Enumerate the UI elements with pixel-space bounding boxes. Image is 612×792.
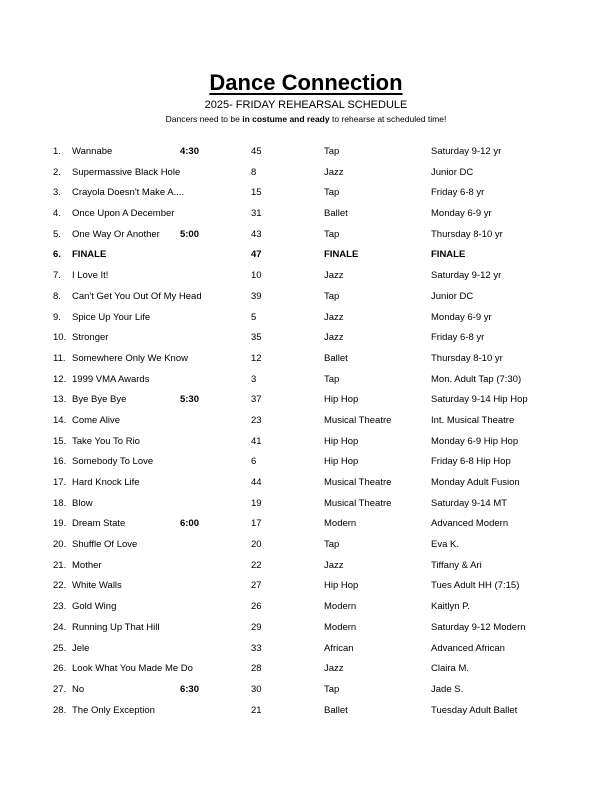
routine-number: 29	[251, 621, 262, 633]
row-number: 3.	[53, 187, 61, 199]
row-number: 22.	[53, 580, 67, 592]
routine-number: 35	[251, 332, 262, 344]
dance-style: Jazz	[324, 332, 344, 344]
class-name: Friday 6-8 Hip Hop	[431, 456, 511, 468]
class-name: Jade S.	[431, 683, 464, 695]
routine-number: 12	[251, 352, 262, 364]
routine-title: Wannabe	[72, 146, 113, 157]
routine-number: 21	[251, 704, 262, 716]
routine-number: 27	[251, 580, 262, 592]
routine-title: No	[72, 683, 85, 695]
dance-style: Jazz	[324, 663, 344, 675]
class-name: Monday 6-9 yr	[431, 208, 492, 220]
schedule-row	[0, 560, 612, 581]
class-name: Friday 6-8 yr	[431, 187, 485, 199]
routine-title: Spice Up Your Life	[72, 311, 151, 323]
routine-number: 37	[251, 394, 262, 406]
schedule-row	[0, 643, 612, 664]
start-time: 4:30	[179, 146, 199, 157]
schedule-row	[0, 167, 612, 188]
schedule-row	[0, 518, 612, 539]
row-number: 28.	[53, 704, 67, 716]
dance-style: Tap	[324, 228, 340, 240]
schedule-row	[0, 498, 612, 519]
schedule-row	[0, 705, 612, 726]
start-time: 6:30	[179, 683, 199, 695]
routine-number: 45	[251, 146, 262, 157]
routine-title: Dream State	[72, 518, 126, 530]
routine-number: 30	[251, 683, 262, 695]
schedule-subtitle: 2025- FRIDAY REHEARSAL SCHEDULE	[204, 99, 408, 111]
routine-title: Somewhere Only We Know	[72, 352, 188, 364]
class-name: Advanced African	[431, 642, 505, 654]
routine-title: 1999 VMA Awards	[72, 373, 150, 385]
row-number: 21.	[53, 559, 67, 571]
routine-title: Gold Wing	[72, 601, 117, 613]
dance-style: Modern	[324, 601, 357, 613]
schedule-row	[0, 353, 612, 374]
routine-title: Hard Knock Life	[72, 477, 140, 488]
dance-style: Modern	[324, 621, 357, 633]
routine-title: Take You To Rio	[72, 435, 140, 447]
row-number: 26.	[53, 663, 67, 675]
schedule-row	[0, 229, 612, 250]
routine-title: Somebody To Love	[72, 456, 154, 468]
routine-title: FINALE	[72, 249, 107, 261]
row-number: 6.	[53, 249, 61, 261]
row-number: 17.	[53, 477, 67, 488]
routine-number: 33	[251, 642, 262, 654]
class-name: Tues Adult HH (7:15)	[431, 580, 520, 592]
note-suffix: to rehearse at scheduled time!	[329, 114, 447, 124]
row-number: 4.	[53, 208, 61, 220]
schedule-row	[0, 622, 612, 643]
class-name: Mon. Adult Tap (7:30)	[431, 373, 522, 385]
row-number: 19.	[53, 518, 67, 530]
row-number: 5.	[53, 228, 61, 240]
row-number: 24.	[53, 621, 67, 633]
class-name: Int. Musical Theatre	[431, 414, 515, 426]
class-name: Advanced Modern	[431, 518, 509, 530]
dance-style: Ballet	[324, 352, 348, 364]
class-name: Eva K.	[431, 539, 459, 551]
dance-style: Tap	[324, 146, 340, 157]
dance-style: Jazz	[324, 559, 344, 571]
routine-title: Once Upon A December	[72, 208, 175, 220]
routine-title: One Way Or Another	[72, 228, 160, 240]
schedule-list	[0, 146, 612, 725]
schedule-row	[0, 580, 612, 601]
schedule-row	[0, 187, 612, 208]
routine-title: Come Alive	[72, 414, 121, 426]
document-header	[0, 70, 612, 125]
dance-style: Tap	[324, 683, 340, 695]
schedule-row	[0, 291, 612, 312]
start-time: 5:00	[179, 228, 199, 240]
class-name: Saturday 9-14 Hip Hop	[431, 394, 528, 406]
class-name: Saturday 9-12 yr	[431, 270, 502, 282]
routine-title: Crayola Doesn't Make A....	[72, 187, 185, 199]
routine-number: 20	[251, 539, 262, 551]
row-number: 7.	[53, 270, 61, 282]
row-number: 23.	[53, 601, 67, 613]
routine-number: 19	[251, 497, 262, 509]
row-number: 9.	[53, 311, 61, 323]
start-time: 6:00	[179, 518, 199, 530]
schedule-row	[0, 312, 612, 333]
row-number: 14.	[53, 414, 67, 426]
routine-number: 5	[251, 311, 257, 323]
class-name: Monday 6-9 Hip Hop	[431, 435, 519, 447]
row-number: 8.	[53, 290, 61, 302]
row-number: 1.	[53, 146, 61, 157]
routine-number: 8	[251, 166, 257, 178]
class-name: Kaitlyn P.	[431, 601, 470, 613]
routine-number: 15	[251, 187, 262, 199]
routine-title: I Love It!	[72, 270, 109, 282]
costume-note	[0, 114, 612, 125]
class-name: Thursday 8-10 yr	[431, 228, 503, 240]
routine-title: Can't Get You Out Of My Head	[72, 290, 202, 302]
dance-style: Jazz	[324, 311, 344, 323]
class-name: Saturday 9-12 Modern	[431, 621, 526, 633]
schedule-row	[0, 663, 612, 684]
dance-style: African	[324, 642, 354, 654]
schedule-row	[0, 146, 612, 167]
schedule-row	[0, 436, 612, 457]
routine-title: Jele	[72, 642, 90, 654]
routine-title: White Walls	[72, 580, 122, 592]
row-number: 2.	[53, 166, 61, 178]
class-name: Monday Adult Fusion	[431, 477, 520, 488]
row-number: 10.	[53, 332, 67, 344]
schedule-row	[0, 415, 612, 436]
schedule-row	[0, 270, 612, 291]
routine-number: 43	[251, 228, 262, 240]
schedule-row	[0, 539, 612, 560]
routine-title: Shuffle Of Love	[72, 539, 138, 551]
routine-number: 3	[251, 373, 257, 385]
schedule-row	[0, 601, 612, 622]
schedule-row	[0, 394, 612, 415]
dance-style: Hip Hop	[324, 580, 359, 592]
class-name: Saturday 9-12 yr	[431, 146, 502, 157]
note-prefix: Dancers need to be	[165, 114, 243, 124]
routine-title: Blow	[72, 497, 93, 509]
dance-style: Ballet	[324, 208, 348, 220]
schedule-row	[0, 456, 612, 477]
class-name: Junior DC	[431, 290, 474, 302]
class-name: Tiffany & Ari	[431, 559, 482, 571]
dance-style: Hip Hop	[324, 456, 359, 468]
routine-number: 17	[251, 518, 262, 530]
routine-number: 26	[251, 601, 262, 613]
dance-style: Tap	[324, 539, 340, 551]
routine-title: Stronger	[72, 332, 109, 344]
schedule-row	[0, 684, 612, 705]
dance-style: Musical Theatre	[324, 414, 392, 426]
routine-number: 22	[251, 559, 262, 571]
dance-style: Hip Hop	[324, 435, 359, 447]
note-emphasis: in costume and ready	[242, 114, 330, 124]
routine-number: 41	[251, 435, 262, 447]
routine-number: 31	[251, 208, 262, 220]
class-name: Thursday 8-10 yr	[431, 352, 503, 364]
schedule-row	[0, 249, 612, 270]
row-number: 18.	[53, 497, 67, 509]
class-name: Saturday 9-14 MT	[431, 497, 508, 509]
schedule-row	[0, 477, 612, 498]
routine-title: Look What You Made Me Do	[72, 663, 193, 675]
schedule-row	[0, 208, 612, 229]
class-name: Junior DC	[431, 166, 474, 178]
routine-title: The Only Exception	[72, 704, 155, 716]
routine-number: 10	[251, 270, 262, 282]
class-name: Monday 6-9 yr	[431, 311, 492, 323]
class-name: Friday 6-8 yr	[431, 332, 485, 344]
routine-number: 6	[251, 456, 257, 468]
row-number: 13.	[53, 394, 67, 406]
routine-number: 23	[251, 414, 262, 426]
row-number: 16.	[53, 456, 67, 468]
routine-number: 28	[251, 663, 262, 675]
row-number: 11.	[53, 352, 66, 364]
row-number: 12.	[53, 373, 67, 385]
dance-style: Ballet	[324, 704, 348, 716]
routine-number: 39	[251, 290, 262, 302]
dance-style: FINALE	[324, 249, 359, 261]
class-name: Claira M.	[431, 663, 470, 675]
dance-style: Jazz	[324, 166, 344, 178]
routine-title: Supermassive Black Hole	[72, 166, 181, 178]
schedule-row	[0, 374, 612, 395]
routine-number: 47	[251, 249, 262, 261]
class-name: FINALE	[431, 249, 466, 261]
dance-style: Hip Hop	[324, 394, 359, 406]
row-number: 27.	[53, 683, 67, 695]
routine-number: 44	[251, 477, 262, 488]
page-title: Dance Connection	[209, 70, 403, 95]
dance-style: Tap	[324, 187, 340, 199]
dance-style: Musical Theatre	[324, 497, 392, 509]
routine-title: Bye Bye Bye	[72, 394, 127, 406]
row-number: 20.	[53, 539, 67, 551]
dance-style: Modern	[324, 518, 357, 530]
dance-style: Tap	[324, 290, 340, 302]
routine-title: Mother	[72, 559, 102, 571]
row-number: 15.	[53, 435, 67, 447]
row-number: 25.	[53, 642, 67, 654]
start-time: 5:30	[179, 394, 199, 406]
routine-title: Running Up That Hill	[72, 621, 160, 633]
class-name: Tuesday Adult Ballet	[431, 704, 518, 716]
dance-style: Musical Theatre	[324, 477, 392, 488]
schedule-row	[0, 332, 612, 353]
dance-style: Jazz	[324, 270, 344, 282]
dance-style: Tap	[324, 373, 340, 385]
